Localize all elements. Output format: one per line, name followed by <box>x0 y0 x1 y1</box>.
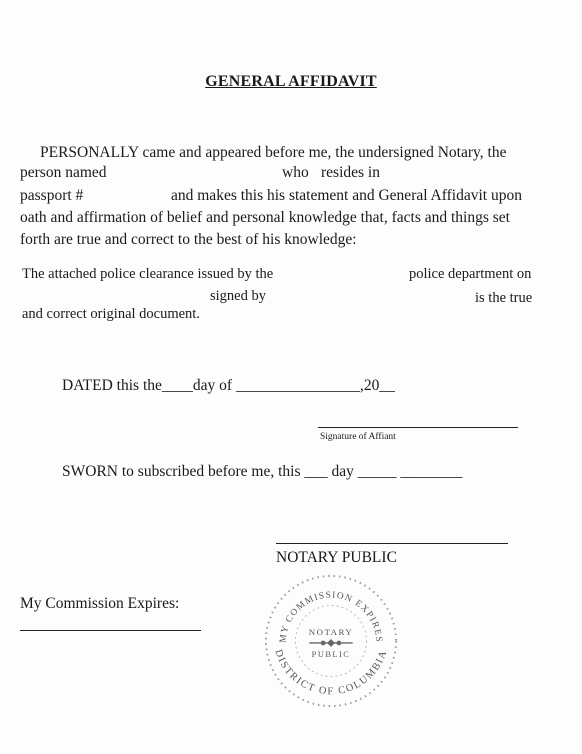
dated-day-blank[interactable]: ____ <box>161 377 193 394</box>
seal-outer-bottom-text: DISTRICT OF COLUMBIA <box>272 648 390 698</box>
paragraph1-line2-c: resides in <box>321 164 380 181</box>
paragraph1-line1: PERSONALLY came and appeared before me, the undersigned Notary, the <box>40 144 507 161</box>
paragraph1-line3-b: and makes this his statement and General Affidavit upon <box>171 187 522 204</box>
notary-public-label: NOTARY PUBLIC <box>276 549 397 566</box>
paragraph2-line1-a: The attached police clearance issued by the <box>22 266 274 282</box>
seal-outer-top-text: MY COMMISSION EXPIRES <box>278 590 384 644</box>
dated-text-c: ,20 <box>359 377 380 394</box>
sworn-text-b: day <box>331 463 354 480</box>
dated-line <box>62 376 395 396</box>
paragraph2-line2-b: is the true <box>475 290 533 306</box>
sworn-rest-blank[interactable]: _____ ________ <box>357 463 463 480</box>
affiant-signature-line[interactable] <box>318 427 518 428</box>
seal-center-ornament <box>309 639 352 647</box>
seal-center-top-text: NOTARY <box>308 627 354 638</box>
paragraph1-line4: oath and affirmation of belief and personal knowledge that, facts and things set <box>20 209 510 226</box>
paragraph2-line2-a: signed by <box>210 288 266 304</box>
notary-seal-icon <box>262 572 400 710</box>
commission-expires-label: My Commission Expires: <box>20 595 180 612</box>
sworn-day-blank[interactable]: ___ <box>304 463 328 480</box>
dated-year-blank[interactable]: __ <box>379 377 395 394</box>
notary-signature-line[interactable] <box>276 543 508 544</box>
paragraph1-line2-a: person named <box>20 164 107 181</box>
paragraph2-line1-b: police department on <box>409 266 532 282</box>
seal-center-bottom-text: PUBLIC <box>311 649 351 659</box>
sworn-text-a: SWORN to subscribed before me, this <box>62 463 301 480</box>
paragraph1-line5: forth are true and correct to the best of his knowledge: <box>20 231 357 248</box>
paragraph2-line3: and correct original document. <box>22 306 200 322</box>
sworn-line <box>62 462 462 482</box>
dated-text-a: DATED this the <box>62 377 162 394</box>
paragraph1-line3-a: passport # <box>20 187 84 204</box>
affiant-signature-caption: Signature of Affiant <box>320 432 396 442</box>
document-title: GENERAL AFFIDAVIT <box>205 73 377 90</box>
dated-text-b: day of <box>192 377 233 394</box>
dated-month-blank[interactable]: ________________ <box>235 377 360 394</box>
commission-expires-line[interactable] <box>20 630 201 631</box>
paragraph1-line2-b: who <box>282 164 309 181</box>
